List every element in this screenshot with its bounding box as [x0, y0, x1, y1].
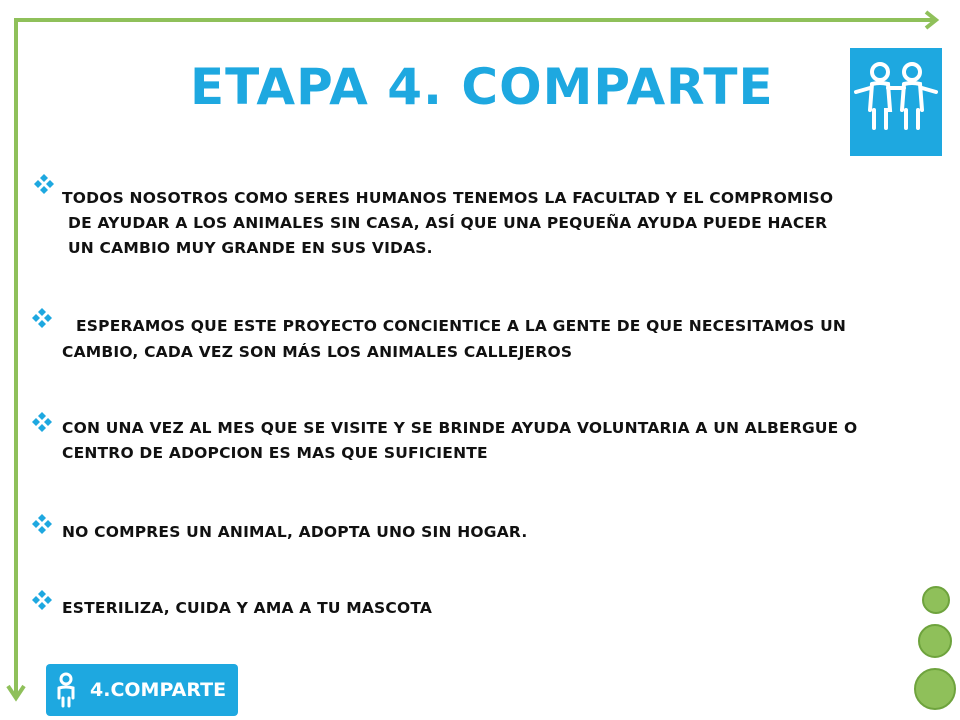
person-icon — [54, 672, 78, 708]
diamond-bullet-icon — [32, 412, 62, 436]
diamond-bullet-icon — [32, 308, 62, 332]
diamond-bullet-icon — [32, 590, 62, 614]
stage-badge-label: 4.COMPARTE — [90, 679, 227, 701]
decorative-circle — [918, 624, 952, 658]
bullet-text: UN CAMBIO MUY GRANDE EN SUS VIDAS. — [68, 239, 433, 257]
decorative-circle — [922, 586, 950, 614]
diamond-bullet-icon — [34, 174, 64, 198]
bullet-text: TODOS NOSOTROS COMO SERES HUMANOS TENEMOS LA FACULTAD Y EL COMPROMISO — [62, 189, 834, 207]
slide-title: ETAPA 4. COMPARTE — [190, 58, 774, 116]
bullet-text: CAMBIO, CADA VEZ SON MÁS LOS ANIMALES CALLEJEROS — [62, 343, 573, 361]
bullet-text: ESTERILIZA, CUIDA Y AMA A TU MASCOTA — [62, 599, 433, 617]
diamond-bullet-icon — [32, 514, 62, 538]
bullet-text: NO COMPRES UN ANIMAL, ADOPTA UNO SIN HOGAR. — [62, 523, 528, 541]
decorative-circle — [914, 668, 956, 710]
bullet-text: CENTRO DE ADOPCION ES MAS QUE SUFICIENTE — [62, 444, 488, 462]
bullet-text: CON UNA VEZ AL MES QUE SE VISITE Y SE BRINDE AYUDA VOLUNTARIA A UN ALBERGUE O — [62, 419, 858, 437]
bullet-text: ESPERAMOS QUE ESTE PROYECTO CONCIENTICE A LA GENTE DE QUE NECESITAMOS UN — [76, 317, 847, 335]
bullet-text: DE AYUDAR A LOS ANIMALES SIN CASA, ASÍ QUE UNA PEQUEÑA AYUDA PUEDE HACER — [68, 214, 828, 232]
